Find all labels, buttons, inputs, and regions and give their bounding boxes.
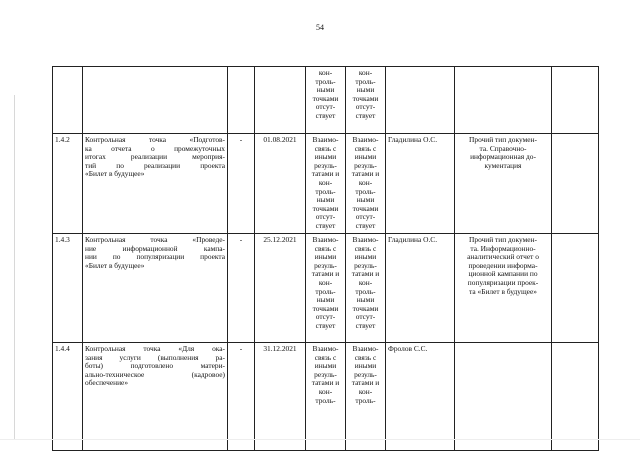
cell-line: троль- [315, 186, 336, 196]
cell-line: иными [314, 361, 337, 371]
cell-line: Взаимо- [312, 135, 339, 144]
cell-line: «Билет в будущее» [85, 169, 145, 179]
table-row [53, 234, 599, 343]
cell-line: нии по популяризации проекта [85, 252, 225, 262]
empty-cell [552, 343, 599, 451]
responsible-person-cell: Гладилина О.С. [386, 234, 455, 343]
relationship-cell [306, 134, 346, 234]
cell-line: та. Справочно- [479, 143, 527, 153]
cell-line: троль- [315, 395, 336, 405]
table-row [53, 67, 599, 134]
relationship-cell-2 [346, 234, 386, 343]
cell-line: татами и [311, 378, 340, 388]
cell-line: обеспечение» [85, 378, 129, 388]
cell-line: троль- [355, 76, 376, 86]
item-number-cell: 1.4.4 [53, 343, 83, 451]
item-number-cell: 1.4.2 [53, 134, 83, 234]
cell-line: татами и [351, 169, 380, 179]
cell-line: татами и [351, 269, 380, 279]
cell-line: ствует [355, 220, 376, 230]
date-cell: 31.12.2021 [255, 343, 306, 451]
cell-line: связь с [354, 143, 377, 153]
cell-line: кон- [318, 277, 333, 287]
cell-line: «Билет в будущее» [85, 260, 145, 270]
cell-line: резуль- [354, 160, 377, 170]
cell-line: отсут- [355, 102, 376, 112]
cell-line: Контрольная точка «Подготов- [85, 135, 225, 144]
cell-line: троль- [315, 76, 336, 86]
cell-line: Взаимо- [352, 235, 379, 244]
cell-line: точками [352, 93, 379, 103]
item-number-cell [53, 67, 83, 134]
cell-line: ствует [355, 320, 376, 330]
cell-line: точками [352, 203, 379, 213]
cell-line: иными [314, 252, 337, 262]
cell-line: резуль- [354, 260, 377, 270]
cell-line: отсут- [315, 312, 336, 322]
date-cell: 25.12.2021 [255, 234, 306, 343]
cell-line: популяризации проек- [467, 277, 539, 287]
cell-line: троль- [355, 286, 376, 296]
cell-line: татами и [351, 378, 380, 388]
cell-line: иными [354, 152, 377, 162]
cell-line: кон- [318, 386, 333, 396]
relationship-cell-2 [346, 67, 386, 134]
responsible-person-cell [386, 67, 455, 134]
cell-line: иными [314, 152, 337, 162]
cell-line: Контрольная точка «Проведе- [85, 235, 225, 244]
cell-line: связь с [354, 352, 377, 362]
cell-line: отсут- [355, 212, 376, 222]
cell-line: отсут- [355, 312, 376, 322]
dash-cell [228, 67, 255, 134]
cell-line: точками [352, 303, 379, 313]
table-row [53, 343, 599, 451]
relationship-cell-2 [346, 343, 386, 451]
empty-cell [552, 134, 599, 234]
date-cell: 01.08.2021 [255, 134, 306, 234]
empty-cell [552, 234, 599, 343]
control-points-table [52, 66, 599, 451]
relationship-cell-2 [346, 134, 386, 234]
cell-line: татами и [311, 169, 340, 179]
cell-line: ными [356, 295, 375, 305]
cell-line: ными [356, 195, 375, 205]
cell-line: кон- [358, 386, 373, 396]
cell-line: троль- [355, 186, 376, 196]
cell-line: связь с [314, 243, 337, 253]
cell-line: ние информационной кампа- [85, 243, 225, 253]
cell-line: та «Билет в будущее» [469, 286, 537, 296]
cell-line: информационная до- [470, 152, 536, 162]
dash-cell: - [228, 134, 255, 234]
responsible-person-cell: Гладилина О.С. [386, 134, 455, 234]
document-type-cell [455, 134, 552, 234]
cell-line: Взаимо- [312, 235, 339, 244]
cell-line: ными [356, 85, 375, 95]
cell-line: тий по реализации проекта [85, 160, 225, 170]
responsible-person-cell: Фролов С.С. [386, 343, 455, 451]
cell-line: резуль- [314, 369, 337, 379]
cell-line: связь с [354, 243, 377, 253]
cell-line: иными [354, 252, 377, 262]
cell-line: точками [312, 93, 339, 103]
document-type-cell [455, 67, 552, 134]
cell-line: кон- [358, 68, 373, 77]
date-cell [255, 67, 306, 134]
cell-line: точками [312, 303, 339, 313]
cell-line: ными [316, 295, 335, 305]
cell-line: итогах реализации мероприя- [85, 152, 225, 162]
document-type-cell [455, 234, 552, 343]
cell-line: ствует [315, 220, 336, 230]
cell-line: троль- [315, 286, 336, 296]
cell-line: кон- [318, 177, 333, 187]
cell-line: кон- [318, 68, 333, 77]
cell-line: зания услуги (выполнения ра- [85, 352, 225, 362]
cell-line: ствует [355, 110, 376, 120]
page-number: 54 [316, 23, 324, 32]
cell-line: Контрольная точка «Для ока- [85, 344, 225, 353]
cell-line: Взаимо- [352, 135, 379, 144]
cell-line: ствует [315, 320, 336, 330]
cell-line: ально-техническое (кадровое) [85, 369, 225, 379]
cell-line: ными [316, 195, 335, 205]
cell-line: ствует [315, 110, 336, 120]
relationship-cell [306, 343, 346, 451]
cell-line: та. Информационно- [470, 243, 536, 253]
cell-line: кон- [358, 277, 373, 287]
cell-line: иными [354, 361, 377, 371]
cell-line: проведении информа- [468, 260, 538, 270]
cell-line: кументация [484, 160, 522, 170]
cell-line: аналитический отчет о [467, 252, 539, 262]
dash-cell: - [228, 234, 255, 343]
cell-line: точками [312, 203, 339, 213]
control-point-name-cell [83, 234, 228, 343]
dash-cell: - [228, 343, 255, 451]
cell-line: татами и [311, 269, 340, 279]
empty-cell [552, 67, 599, 134]
cell-line: боты) подготовлено матери- [85, 361, 225, 371]
table-row [53, 134, 599, 234]
cell-line: кон- [358, 177, 373, 187]
cell-line: Прочий тип докумен- [469, 235, 537, 244]
page-bottom-rule [0, 439, 640, 440]
cell-line: отсут- [315, 102, 336, 112]
cell-line: связь с [314, 352, 337, 362]
cell-line: отсут- [315, 212, 336, 222]
cell-line: ными [316, 85, 335, 95]
cell-line: связь с [314, 143, 337, 153]
control-point-name-cell [83, 134, 228, 234]
relationship-cell [306, 67, 346, 134]
cell-line: троль- [355, 395, 376, 405]
control-point-name-cell [83, 67, 228, 134]
control-point-name-cell [83, 343, 228, 451]
item-number-cell: 1.4.3 [53, 234, 83, 343]
cell-line: ка отчета о промежуточных [85, 143, 225, 153]
cell-line: резуль- [354, 369, 377, 379]
cell-line: резуль- [314, 160, 337, 170]
scan-edge-line [14, 95, 15, 440]
document-type-cell [455, 343, 552, 451]
cell-line: Взаимо- [312, 344, 339, 353]
cell-line: резуль- [314, 260, 337, 270]
cell-line: Взаимо- [352, 344, 379, 353]
cell-line: Прочий тип докумен- [469, 135, 537, 144]
cell-line: ционной кампании по [468, 269, 538, 279]
relationship-cell [306, 234, 346, 343]
